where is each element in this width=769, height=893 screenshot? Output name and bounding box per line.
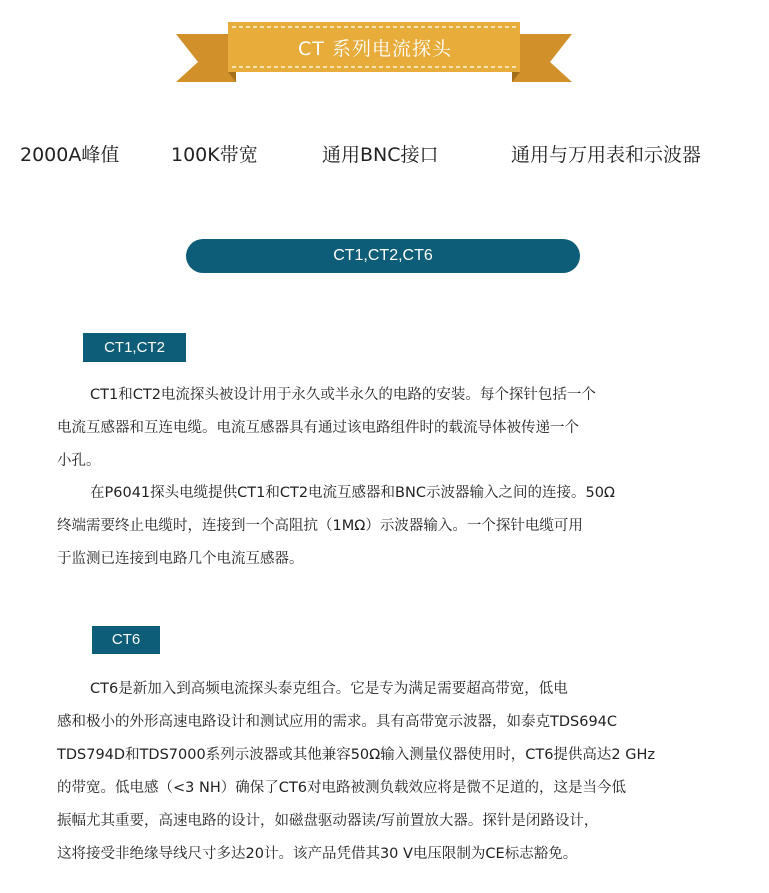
ct6-paragraph	[57, 673, 737, 871]
paragraph-line: TDS794D和TDS7000系列示波器或其他兼容50Ω输入测量仪器使用时，CT6提供高达2 GHz	[57, 747, 656, 763]
paragraph-line: 的带宽。低电感（<3 NH）确保了CT6对电路被测负载效应将是微不足道的，这是当今低	[57, 780, 626, 796]
ribbon-right-tail	[512, 34, 572, 82]
title-ribbon-banner	[176, 20, 572, 84]
ct1-ct2-paragraph-2	[57, 477, 737, 576]
paragraph-line: 在P6041探头电缆提供CT1和CT2电流互感器和BNC示波器输入之间的连接。50Ω	[90, 485, 616, 501]
feature-compatibility: 通用与万用表和示波器	[511, 144, 702, 166]
feature-peak-current: 2000A峰值	[20, 144, 120, 166]
paragraph-line: 感和极小的外形高速电路设计和测试应用的需求。具有高带宽示波器，如泰克TDS694C	[57, 714, 618, 730]
paragraph-line: 电流互感器和互连电缆。电流互感器具有通过该电路组件时的载流导体被传递一个	[57, 420, 579, 436]
ct1-ct2-paragraph-1	[57, 379, 737, 478]
paragraph-line: 这将接受非绝缘导线尺寸多达20计。该产品凭借其30 V电压限制为CE标志豁免。	[57, 846, 578, 862]
section-tag-ct1-ct2: CT1,CT2	[83, 333, 186, 362]
feature-bandwidth: 100K带宽	[171, 144, 258, 166]
paragraph-line: 于监测已连接到电路几个电流互感器。	[57, 551, 304, 567]
paragraph-line: 终端需要终止电缆时，连接到一个高阻抗（1MΩ）示波器输入。一个探针电缆可用	[57, 518, 583, 534]
paragraph-line: CT1和CT2电流探头被设计用于永久或半永久的电路的安装。每个探针包括一个	[90, 387, 596, 403]
ribbon-left-tail	[176, 34, 236, 82]
paragraph-line: CT6是新加入到高频电流探头泰克组合。它是专为满足需要超高带宽，低电	[90, 681, 568, 697]
model-list-pill: CT1,CT2,CT6	[186, 239, 580, 273]
feature-bnc-interface: 通用BNC接口	[322, 144, 439, 166]
page-title: CT 系列电流探头	[298, 38, 452, 60]
paragraph-line: 振幅尤其重要，高速电路的设计，如磁盘驱动器读/写前置放大器。探针是闭路设计，	[57, 813, 599, 829]
section-tag-ct6: CT6	[92, 626, 160, 654]
paragraph-line: 小孔。	[57, 453, 101, 469]
